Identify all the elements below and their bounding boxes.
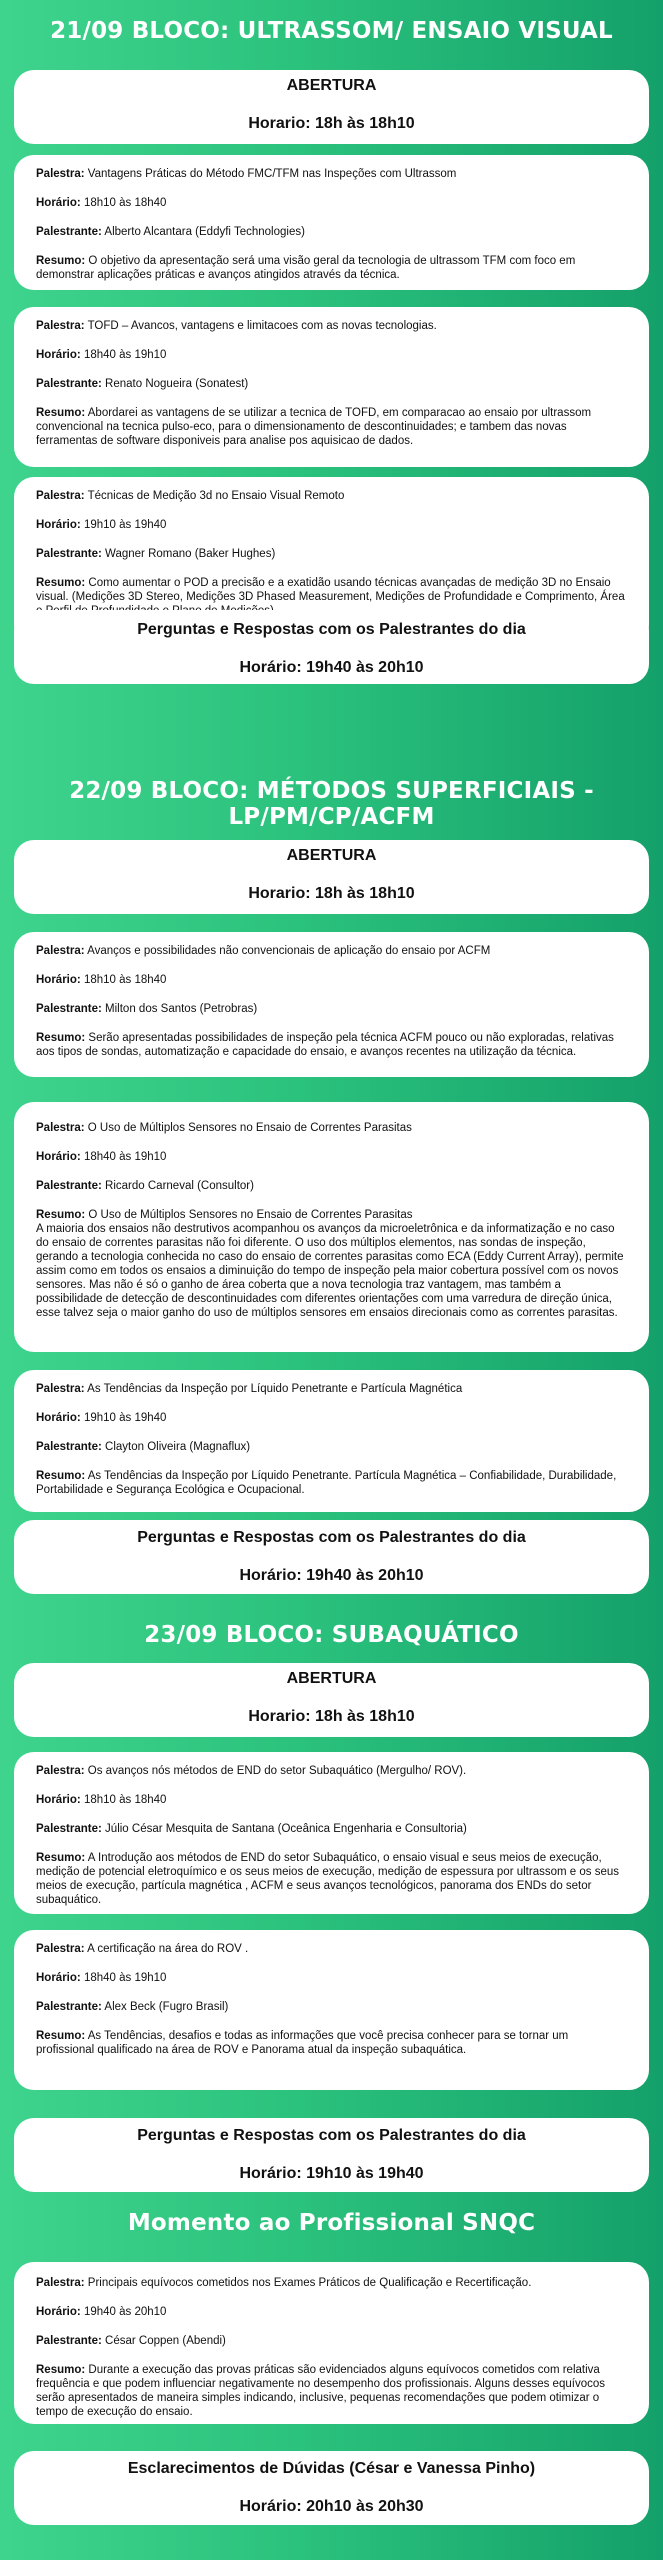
resumo-label: Resumo: — [36, 577, 86, 589]
resumo-label: Resumo: — [36, 1470, 86, 1482]
opening-time: Horario: 18h às 18h10 — [248, 885, 415, 902]
resumo-label: Resumo: — [36, 255, 86, 267]
talk-speaker: Alex Beck (Fugro Brasil) — [104, 2001, 229, 2013]
qa-label: Esclarecimentos de Dúvidas (César e Vanessa Pinho) — [127, 2460, 536, 2477]
talk-time: 18h40 às 19h10 — [83, 1151, 167, 1163]
block-1-qa-card — [14, 610, 649, 684]
palestrante-label: Palestrante: — [36, 378, 102, 390]
opening-label: ABERTURA — [286, 77, 377, 94]
block-1-title: 21/09 BLOCO: ULTRASSOM/ ENSAIO VISUAL — [50, 18, 613, 44]
qa-time: Horário: 19h40 às 20h10 — [239, 1567, 424, 1584]
resumo-label: Resumo: — [36, 2030, 86, 2042]
talk-summary: A Introdução aos métodos de END do setor Subaquático, o ensaio visual e seus meios de execução, medição de potencial eletroquímico e os seus meios de execução, medição de espessura por ultrassom e os seus meios de execução, partícula magnética , ACFM e seus avanços tecnológicos, panorama dos ENDs do setor subaquático. — [36, 1852, 619, 1906]
qa-time: Horário: 19h10 às 19h40 — [239, 2165, 424, 2182]
talk-time: 18h40 às 19h10 — [83, 349, 167, 361]
talk-title: Avanços e possibilidades não convencionais de aplicação do ensaio por ACFM — [87, 945, 491, 957]
talk-title: Vantagens Práticas do Método FMC/TFM nas Inspeções com Ultrassom — [87, 168, 457, 180]
qa-label: Perguntas e Respostas com os Palestrantes do dia — [137, 1529, 526, 1546]
block-4-title: Momento ao Profissional SNQC — [127, 2210, 536, 2236]
horario-label: Horário: — [36, 519, 81, 531]
horario-label: Horário: — [36, 1794, 81, 1806]
palestra-label: Palestra: — [36, 1383, 85, 1395]
qa-time: Horário: 19h40 às 20h10 — [239, 659, 424, 676]
block-2-opening-card — [14, 840, 649, 914]
block-3-talk-2 — [14, 1930, 649, 2090]
talk-time: 19h40 às 20h10 — [83, 2306, 167, 2318]
opening-label: ABERTURA — [286, 1670, 377, 1687]
talk-summary: Como aumentar o POD a precisão e a exatidão usando técnicas avançadas de medição 3D no Ensaio visual. (Medições 3D Stereo, Medições 3D Phased Measurement, Medições de Profundidade e Comprimento, Área — [36, 577, 625, 603]
talk-title: TOFD – Avancos, vantagens e limitacoes com as novas tecnologias. — [87, 320, 437, 332]
talk-time: 18h10 às 18h40 — [83, 974, 167, 986]
talk-summary: As Tendências, desafios e todas as informações que você precisa conhecer para se tornar um profissional qualificado na área de ROV e Panorama atual da inspeção subaquática. — [36, 2030, 569, 2056]
palestrante-label: Palestrante: — [36, 1180, 102, 1192]
palestrante-label: Palestrante: — [36, 226, 102, 238]
talk-title: A certificação na área do ROV . — [87, 1943, 249, 1955]
horario-label: Horário: — [36, 974, 81, 986]
opening-time: Horario: 18h às 18h10 — [248, 1708, 415, 1725]
resumo-label: Resumo: — [36, 1032, 86, 1044]
talk-speaker: Alberto Alcantara (Eddyfi Technologies) — [104, 226, 305, 238]
block-1-opening-card — [14, 70, 649, 144]
talk-speaker: César Coppen (Abendi) — [105, 2335, 226, 2347]
horario-label: Horário: — [36, 197, 81, 209]
horario-label: Horário: — [36, 1972, 81, 1984]
qa-label: Perguntas e Respostas com os Palestrantes do dia — [137, 2127, 526, 2144]
talk-title: As Tendências da Inspeção por Líquido Penetrante e Partícula Magnética — [87, 1383, 463, 1395]
palestra-label: Palestra: — [36, 168, 85, 180]
block-3-opening-card — [14, 1663, 649, 1737]
talk-summary: As Tendências da Inspeção por Líquido Penetrante. Partícula Magnética – Confiabilidade, Durabilidade, Portabilidade e Segurança Ecológica e Ocupacional. — [36, 1470, 617, 1496]
talk-summary: Durante a execução das provas práticas são evidenciados alguns equívocos cometidos com relativa frequência e que podem influenciar negativamente no desempenho dos profissionais. Alguns desses equívocos serão apresentados de maneira simples indicando, inclusive, pequenas recomendações que podem otimizar o tempo de execução do ensaio. — [36, 2364, 605, 2418]
block-3-qa-card — [14, 2118, 649, 2192]
horario-label: Horário: — [36, 2306, 81, 2318]
palestrante-label: Palestrante: — [36, 1823, 102, 1835]
palestra-label: Palestra: — [36, 1122, 85, 1134]
talk-title: Os avanços nós métodos de END do setor Subaquático (Mergulho/ ROV). — [87, 1765, 467, 1777]
palestra-label: Palestra: — [36, 945, 85, 957]
palestra-label: Palestra: — [36, 2277, 85, 2289]
opening-time: Horario: 18h às 18h10 — [248, 115, 415, 132]
talk-title: O Uso de Múltiplos Sensores no Ensaio de Correntes Parasitas — [87, 1122, 412, 1134]
resumo-label: Resumo: — [36, 407, 86, 419]
block-2-talk-1 — [14, 932, 649, 1077]
resumo-label: Resumo: — [36, 1852, 86, 1864]
palestrante-label: Palestrante: — [36, 1003, 102, 1015]
block-1-talk-1 — [14, 155, 649, 290]
palestrante-label: Palestrante: — [36, 548, 102, 560]
horario-label: Horário: — [36, 1151, 81, 1163]
opening-label: ABERTURA — [286, 847, 377, 864]
talk-time: 19h10 às 19h40 — [83, 519, 167, 531]
talk-summary: O Uso de Múltiplos Sensores no Ensaio de Correntes Parasitas A maioria dos ensaios não destrutivos acompanhou os avanços da microeletrônica e da informatização e no caso do ensaio de correntes parasitas não foi diferente. O uso dos múltiplos elementos, nas sondas de inspeção, gerando a tecnologia conhecida no caso do ensaio de correntes parasitas como ECA (Eddy Current Array), permite assim como em todos os ensaios a diminuição do tempo de inspeção pela maior cobertura possível com os novos sensores. Mas não é só o ganho de área coberta que a nova tecnologia traz vantagem, mas também a possibilidade de detecção de descontinuidades com diferentes orientações com uma varredura de direção única, esse talvez seja o maior ganho do uso de múltiplos sensores em ensaios direcionais como as correntes parasitas. — [36, 1209, 624, 1319]
qa-time: Horário: 20h10 às 20h30 — [239, 2498, 424, 2515]
palestra-label: Palestra: — [36, 1765, 85, 1777]
talk-time: 18h10 às 18h40 — [83, 197, 167, 209]
block-4-qa-card — [14, 2451, 649, 2525]
block-1-talk-2 — [14, 307, 649, 467]
block-2-title: 22/09 BLOCO: MÉTODOS SUPERFICIAIS - LP/PM/CP/ACFM — [69, 778, 594, 830]
palestrante-label: Palestrante: — [36, 2335, 102, 2347]
resumo-label: Resumo: — [36, 2364, 86, 2376]
talk-summary: Abordarei as vantagens de se utilizar a tecnica de TOFD, em comparacao ao ensaio por ultrassom convencional na tecnica pulso-eco, para o dimensionamento de descontinuidades; e tambem das novas ferramentas de software disponiveis para analise pos aquisicao de dados. — [36, 407, 592, 447]
block-2-talk-2 — [14, 1102, 649, 1352]
talk-speaker: Ricardo Carneval (Consultor) — [105, 1180, 254, 1192]
resumo-label: Resumo: — [36, 1209, 86, 1221]
block-4-talk-1 — [14, 2262, 649, 2424]
palestra-label: Palestra: — [36, 490, 85, 502]
talk-summary: Serão apresentadas possibilidades de inspeção pela técnica ACFM pouco ou não exploradas, relativas aos tipos de sondas, automatização e capacidade do ensaio, e avanços recentes na utilização da técnica. — [36, 1032, 614, 1058]
horario-label: Horário: — [36, 349, 81, 361]
palestrante-label: Palestrante: — [36, 2001, 102, 2013]
horario-label: Horário: — [36, 1412, 81, 1424]
block-3-talk-1 — [14, 1752, 649, 1914]
talk-speaker: Wagner Romano (Baker Hughes) — [105, 548, 276, 560]
talk-speaker: Renato Nogueira (Sonatest) — [105, 378, 249, 390]
talk-time: 18h40 às 19h10 — [83, 1972, 167, 1984]
talk-speaker: Clayton Oliveira (Magnaflux) — [105, 1441, 251, 1453]
qa-label: Perguntas e Respostas com os Palestrantes do dia — [137, 621, 526, 638]
palestrante-label: Palestrante: — [36, 1441, 102, 1453]
talk-title: Principais equívocos cometidos nos Exames Práticos de Qualificação e Recertificação. — [87, 2277, 532, 2289]
talk-speaker: Júlio César Mesquita de Santana (Oceânica Engenharia e Consultoria) — [105, 1823, 467, 1835]
talk-time: 19h10 às 19h40 — [83, 1412, 167, 1424]
talk-title: Técnicas de Medição 3d no Ensaio Visual Remoto — [87, 490, 345, 502]
palestra-label: Palestra: — [36, 320, 85, 332]
talk-time: 18h10 às 18h40 — [83, 1794, 167, 1806]
talk-speaker: Milton dos Santos (Petrobras) — [105, 1003, 258, 1015]
talk-summary: O objetivo da apresentação será uma visão geral da tecnologia de ultrassom TFM com foco em demonstrar aplicações práticas e avanços atingidos através da técnica. — [36, 255, 576, 281]
palestra-label: Palestra: — [36, 1943, 85, 1955]
block-2-talk-3 — [14, 1370, 649, 1512]
block-2-qa-card — [14, 1520, 649, 1594]
block-3-title: 23/09 BLOCO: SUBAQUÁTICO — [144, 1622, 519, 1648]
